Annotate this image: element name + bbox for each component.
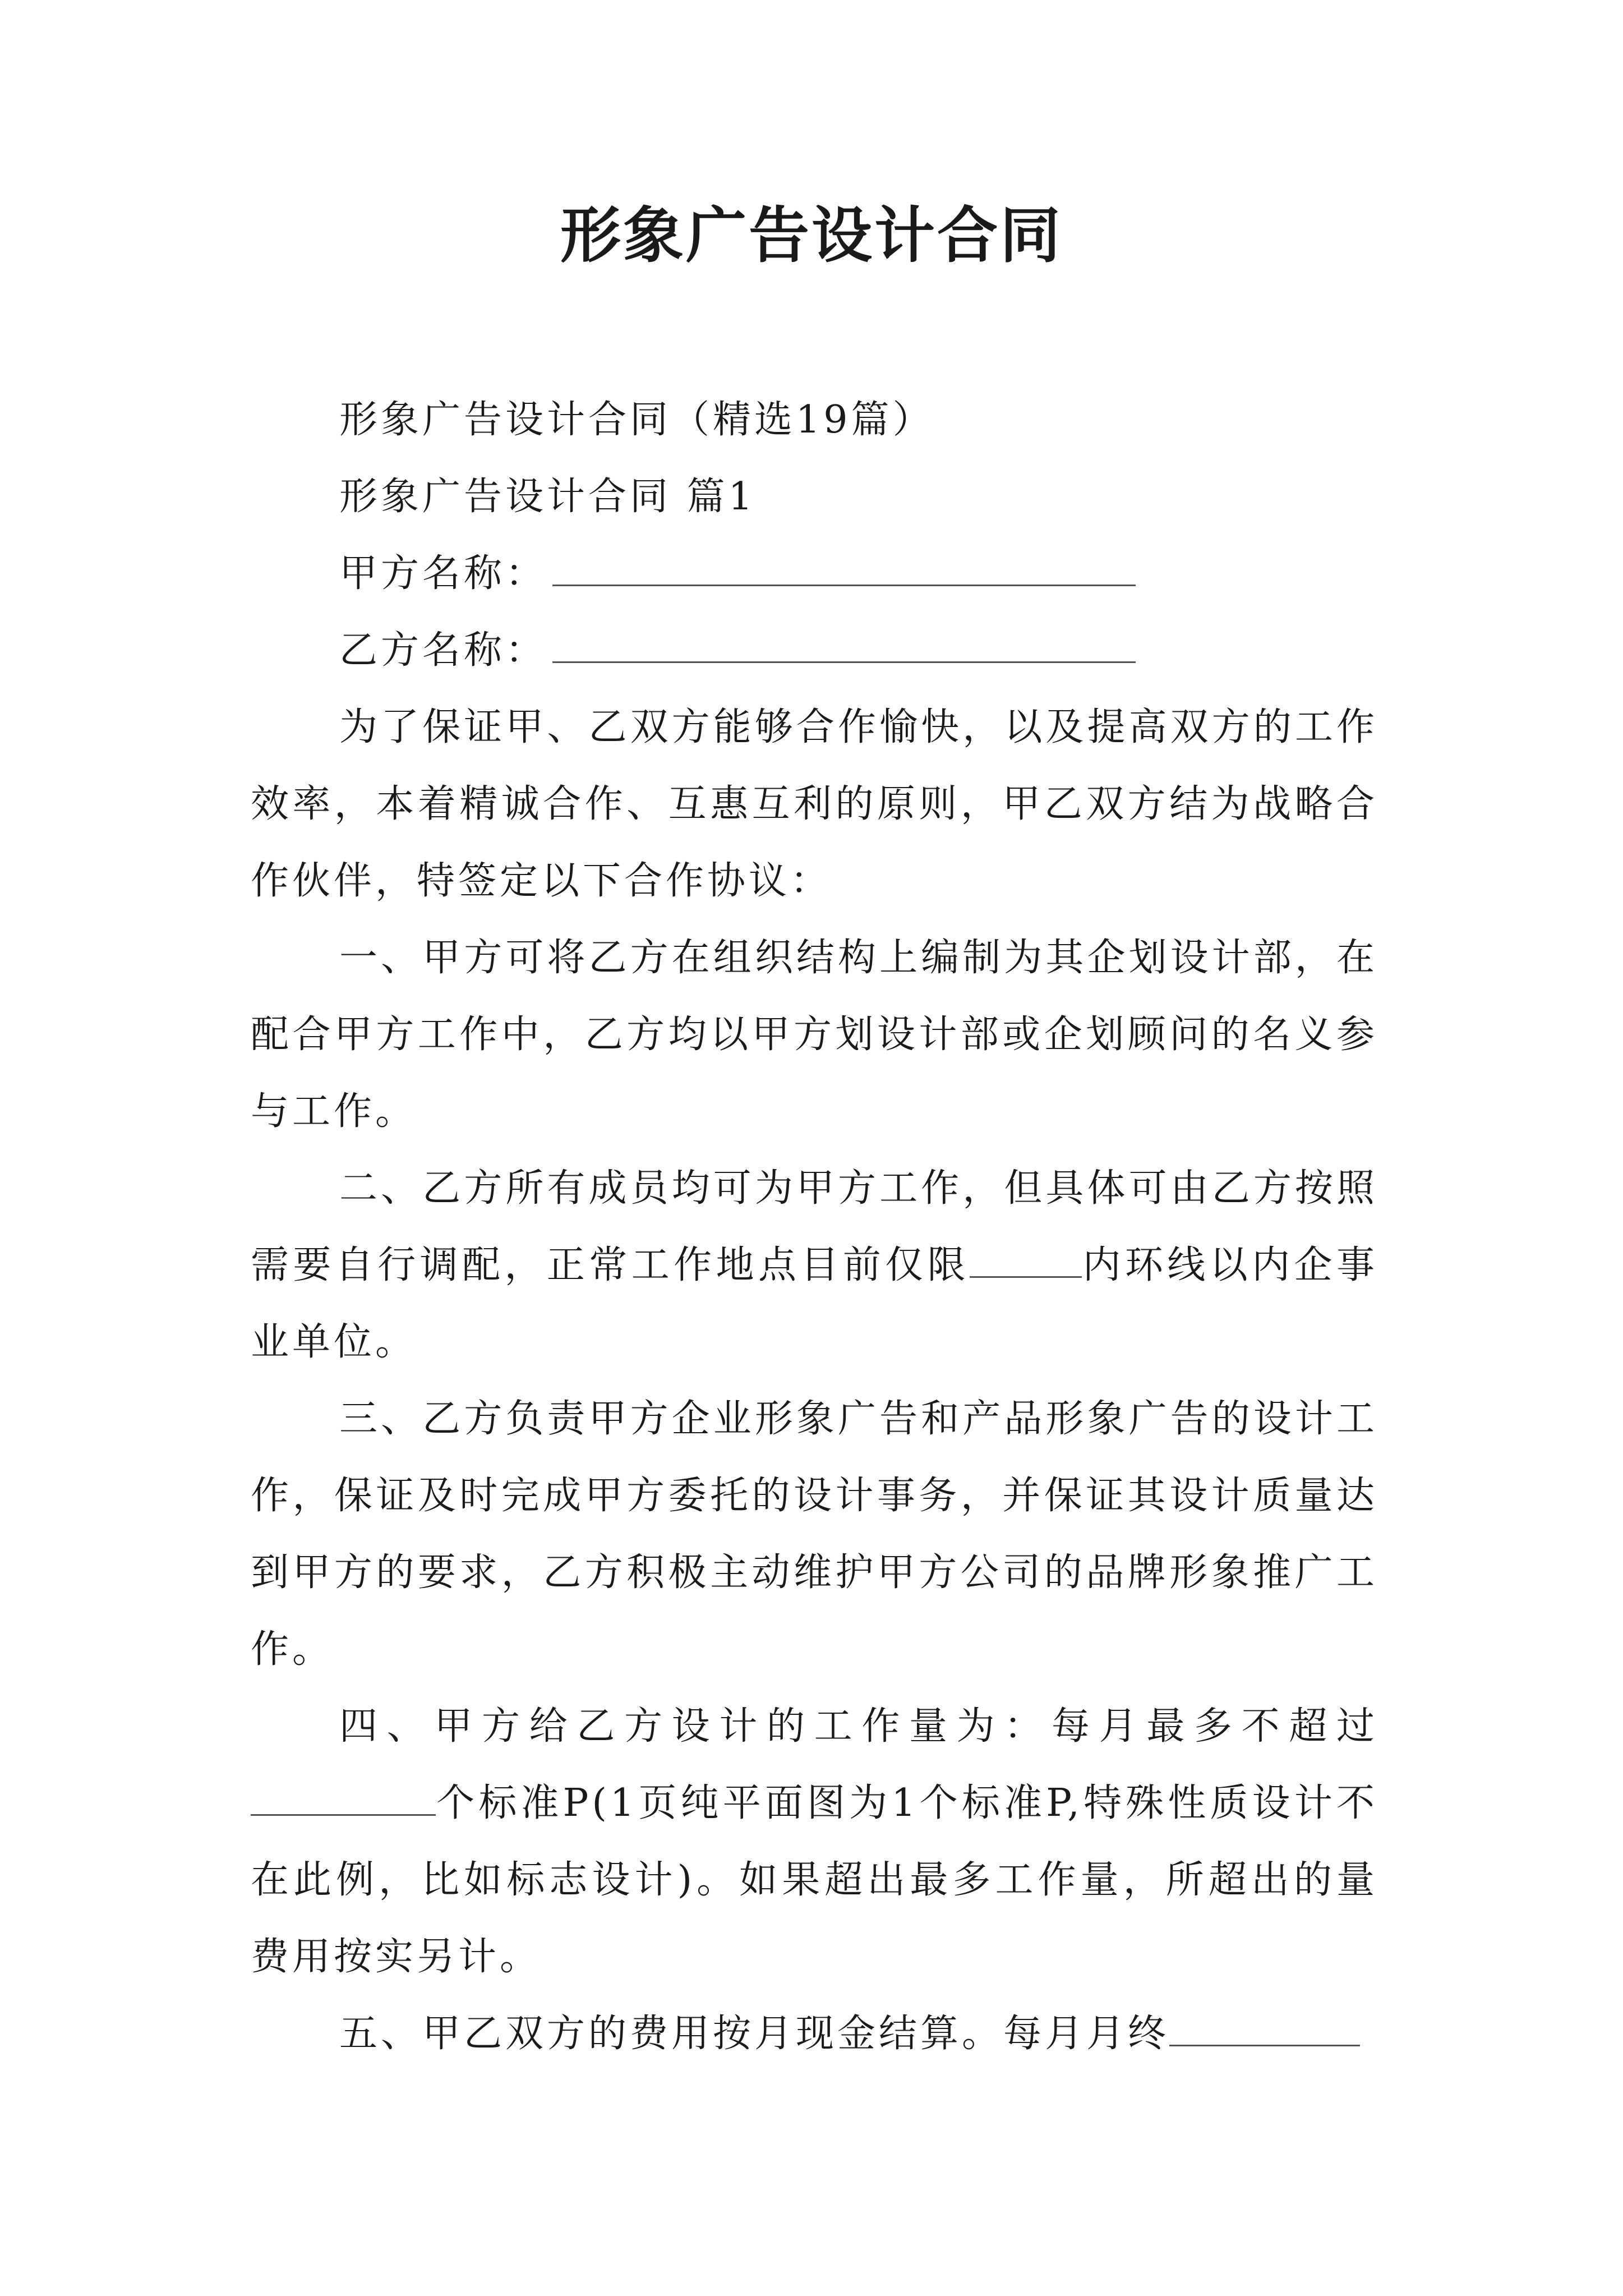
subtitle-line: 形象广告设计合同（精选19篇） <box>339 398 934 442</box>
clause-2-text-b: 内环线以内企事业单位。 <box>251 1243 1378 1364</box>
clause-4 <box>251 1688 1378 1995</box>
section-heading: 形象广告设计合同 篇1 <box>339 475 756 519</box>
party-a-line <box>251 535 1378 612</box>
clause-1: 一、甲方可将乙方在组织结构上编制为其企划设计部，在配合甲方工作中，乙方均以甲方划设计部或企划顾问的名义参与工作。 <box>251 936 1378 1134</box>
clause-5-text-a: 五、甲乙双方的费用按月现金结算。每月月终 <box>339 2012 1170 2056</box>
party-b-blank <box>552 630 1136 663</box>
party-b-line <box>251 612 1378 689</box>
clause-4-text-a: 四、甲方给乙方设计的工作量为：每月最多不超过 <box>339 1704 1378 1749</box>
party-a-label: 甲方名称： <box>339 551 547 596</box>
clause-4-text-b: 个标准P(1页纯平面图为1个标准P,特殊性质设计不在此例，比如标志设计)。如果超出最多工作量，所超出的量费用按实另计。 <box>251 1781 1378 1979</box>
document-title: 形象广告设计合同 <box>560 200 1063 271</box>
clause-2-text-a: 二、乙方所有成员均可为甲方工作，但具体可由乙方按照需要自行调配，正常工作地点目前仅限 <box>251 1166 1378 1287</box>
clause-3: 三、乙方负责甲方企业形象广告和产品形象广告的设计工作，保证及时完成甲方委托的设计事务，并保证其设计质量达到甲方的要求，乙方积极主动维护甲方公司的品牌形象推广工作。 <box>251 1397 1378 1672</box>
clause-5-blank <box>1169 2013 1360 2046</box>
document-body <box>251 381 1378 2072</box>
intro-paragraph: 为了保证甲、乙双方能够合作愉快，以及提高双方的工作效率，本着精诚合作、互惠互利的原则，甲乙双方结为战略合作伙伴，特签定以下合作协议： <box>251 705 1378 903</box>
clause-5 <box>251 1995 1378 2072</box>
party-b-label: 乙方名称： <box>339 628 547 673</box>
clause-2 <box>251 1150 1378 1381</box>
party-a-blank <box>552 553 1136 586</box>
clause-4-blank <box>251 1783 436 1816</box>
clause-2-blank <box>970 1245 1082 1278</box>
